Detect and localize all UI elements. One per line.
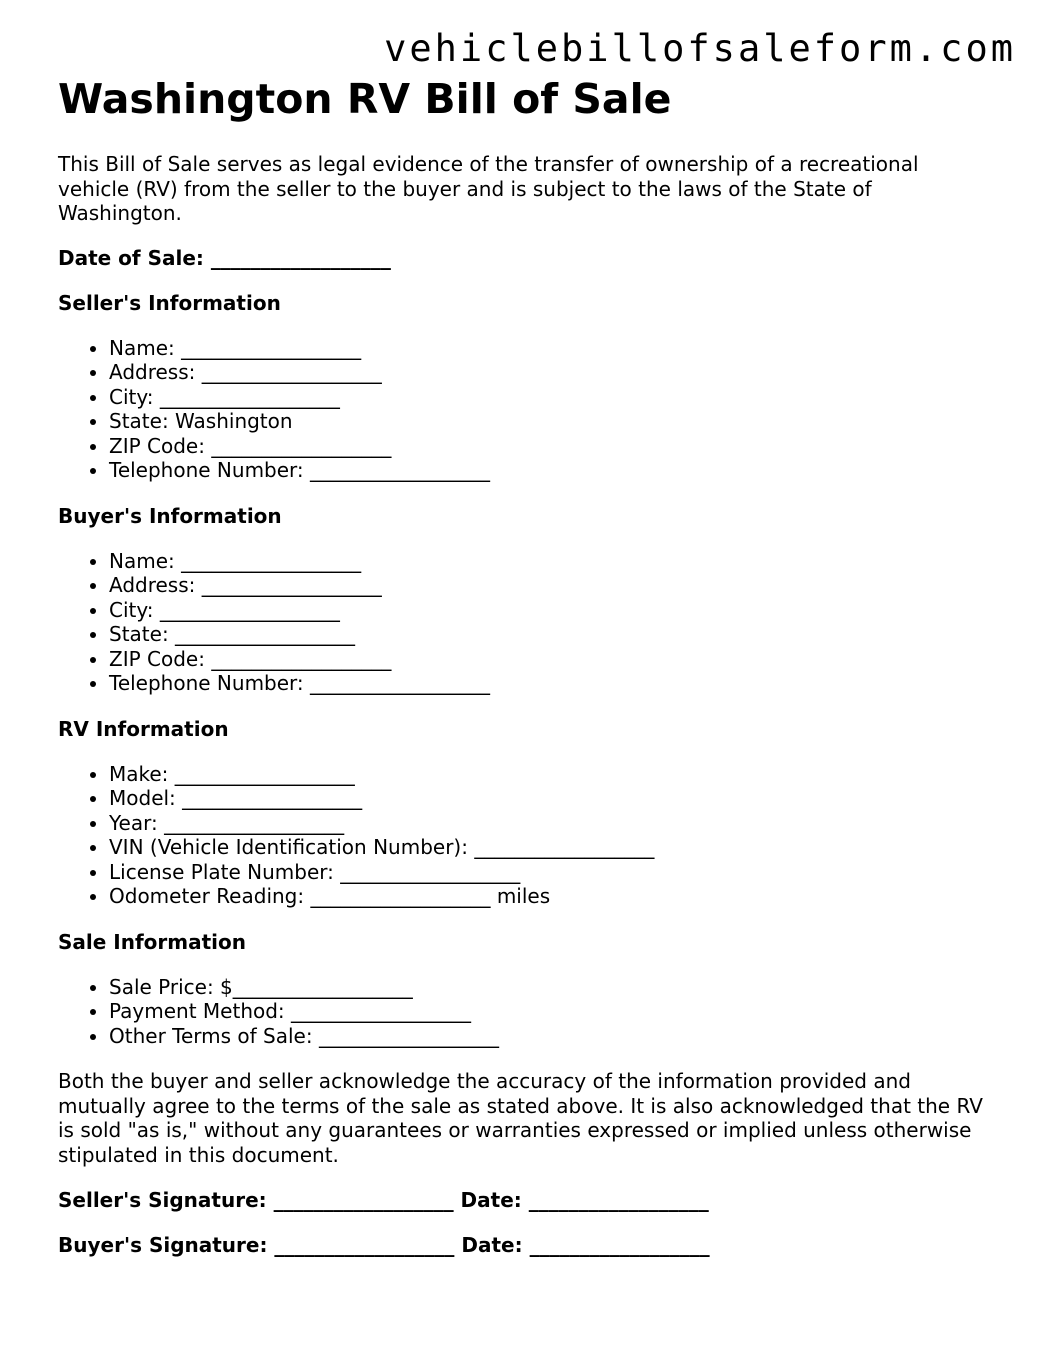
- sale-section-heading: Sale Information: [58, 929, 246, 954]
- sale-info-list: [58, 975, 988, 1049]
- buyer-section-heading: Buyer's Information: [58, 503, 282, 528]
- seller-state-field: • State: Washington: [109, 409, 988, 434]
- acknowledgement-paragraph: Both the buyer and seller acknowledge the accuracy of the information provided and mutually agree to the terms of the sale as stated above. It is also acknowledged that the RV is sold "as is," without any guarantees or warranties expressed or implied unless otherwise stipulated in this document.: [58, 1069, 983, 1167]
- seller-info-list: [58, 336, 988, 483]
- rv-vin-field[interactable]: • VIN (Vehicle Identification Number): __________________: [109, 835, 988, 860]
- buyer-signature-line[interactable]: Buyer's Signature: __________________ Date: __________________: [58, 1233, 710, 1257]
- buyer-name-field[interactable]: • Name: __________________: [109, 549, 988, 574]
- buyer-zip-field[interactable]: • ZIP Code: __________________: [109, 647, 988, 672]
- seller-address-field[interactable]: • Address: __________________: [109, 360, 988, 385]
- buyer-address-field[interactable]: • Address: __________________: [109, 573, 988, 598]
- seller-signature-line[interactable]: Seller's Signature: __________________ Date: __________________: [58, 1188, 709, 1212]
- seller-city-field[interactable]: • City: __________________: [109, 385, 988, 410]
- rv-info-list: [58, 762, 988, 909]
- buyer-phone-field[interactable]: • Telephone Number: __________________: [109, 671, 988, 696]
- buyer-city-field[interactable]: • City: __________________: [109, 598, 988, 623]
- rv-make-field[interactable]: • Make: __________________: [109, 762, 988, 787]
- intro-paragraph: This Bill of Sale serves as legal evidence of the transfer of ownership of a recreational vehicle (RV) from the seller to the buyer and is subject to the laws of the State of Washington.: [58, 152, 919, 225]
- rv-license-plate-field[interactable]: • License Plate Number: __________________: [109, 860, 988, 885]
- seller-zip-field[interactable]: • ZIP Code: __________________: [109, 434, 988, 459]
- site-watermark: vehiclebillofsaleform.com: [384, 27, 1016, 70]
- buyer-state-field[interactable]: • State: __________________: [109, 622, 988, 647]
- seller-section-heading: Seller's Information: [58, 290, 281, 315]
- other-terms-field[interactable]: • Other Terms of Sale: __________________: [109, 1024, 988, 1049]
- page-title: Washington RV Bill of Sale: [58, 75, 672, 123]
- rv-section-heading: RV Information: [58, 716, 229, 741]
- rv-year-field[interactable]: • Year: __________________: [109, 811, 988, 836]
- date-of-sale-field[interactable]: Date of Sale: __________________: [58, 245, 391, 270]
- payment-method-field[interactable]: • Payment Method: __________________: [109, 999, 988, 1024]
- buyer-info-list: [58, 549, 988, 696]
- document-body: [58, 74, 988, 1257]
- seller-name-field[interactable]: • Name: __________________: [109, 336, 988, 361]
- rv-odometer-field[interactable]: • Odometer Reading: __________________ miles: [109, 884, 988, 909]
- seller-phone-field[interactable]: • Telephone Number: __________________: [109, 458, 988, 483]
- sale-price-field[interactable]: • Sale Price: $__________________: [109, 975, 988, 1000]
- rv-model-field[interactable]: • Model: __________________: [109, 786, 988, 811]
